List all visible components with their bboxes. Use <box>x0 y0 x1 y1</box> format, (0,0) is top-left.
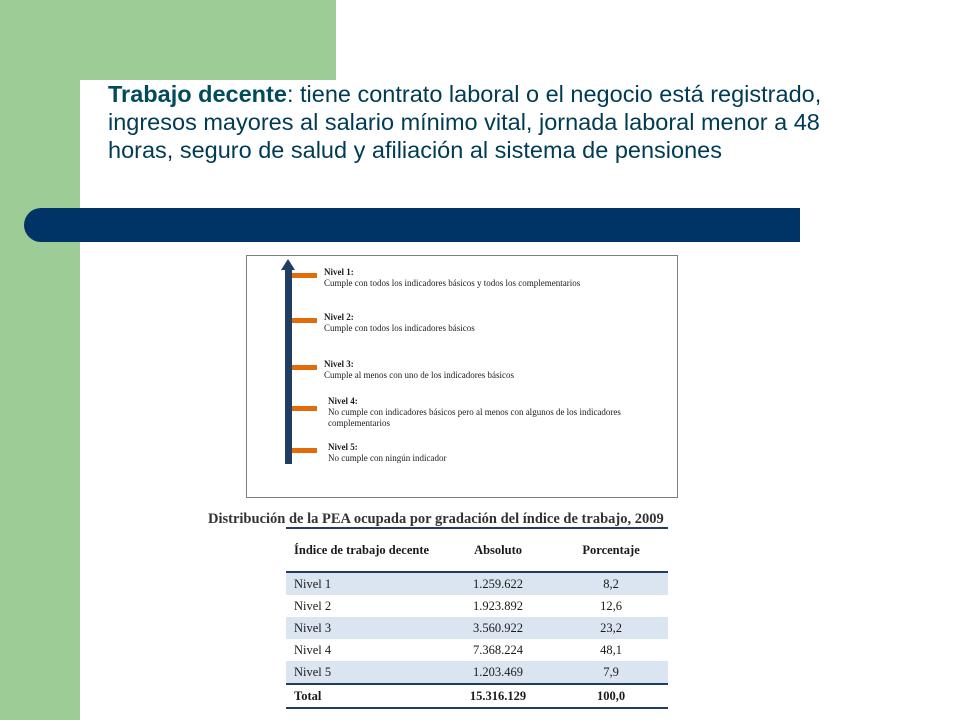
level-title: Nivel 5: <box>328 442 358 452</box>
row-level: Nivel 4 <box>286 639 442 661</box>
column-header-index: Índice de trabajo decente <box>286 528 442 572</box>
level-description: No cumple con ningún indicador <box>328 453 447 463</box>
level-tick <box>292 448 317 453</box>
row-percentage: 23,2 <box>554 617 668 639</box>
row-absolute: 1.259.622 <box>442 572 554 595</box>
total-percentage: 100,0 <box>554 684 668 708</box>
row-level: Nivel 1 <box>286 572 442 595</box>
level-description: Cumple al menos con uno de los indicadores básicos <box>324 370 514 380</box>
heading-text: : tiene contrato laboral o el negocio está registrado, ingresos mayores al salario mínimo vital, jornada laboral menor a 48 horas, seguro de salud y afiliación al sistema de pensiones <box>108 81 822 163</box>
pea-distribution-table <box>286 527 668 709</box>
level-title: Nivel 4: <box>328 396 358 406</box>
level-tick <box>292 273 317 278</box>
row-absolute: 1.203.469 <box>442 661 554 684</box>
table-row <box>286 639 668 661</box>
blue-divider-band <box>24 208 800 242</box>
row-level: Nivel 3 <box>286 617 442 639</box>
row-level: Nivel 2 <box>286 595 442 617</box>
level-tick <box>292 318 317 323</box>
column-header-percentage: Porcentaje <box>554 528 668 572</box>
level-tick <box>292 365 317 370</box>
green-side-bar <box>0 0 80 720</box>
level-title: Nivel 1: <box>324 267 354 277</box>
row-absolute: 1.923.892 <box>442 595 554 617</box>
level-description: No cumple con indicadores básicos pero al menos con algunos de los indicadores complementarios <box>328 407 621 428</box>
row-level: Nivel 5 <box>286 661 442 684</box>
total-absolute: 15.316.129 <box>442 684 554 708</box>
row-percentage: 7,9 <box>554 661 668 684</box>
table-row <box>286 572 668 595</box>
level-title: Nivel 3: <box>324 359 354 369</box>
green-top-block <box>80 0 336 80</box>
heading-bold-term: Trabajo decente <box>108 81 287 107</box>
row-absolute: 7.368.224 <box>442 639 554 661</box>
level-description: Cumple con todos los indicadores básicos <box>324 323 475 333</box>
row-percentage: 48,1 <box>554 639 668 661</box>
levels-diagram <box>246 255 678 498</box>
table-total-row <box>286 684 668 708</box>
table-header-row <box>286 528 668 572</box>
level-tick <box>292 406 317 411</box>
levels-axis <box>285 268 292 464</box>
level-description: Cumple con todos los indicadores básicos y todos los complementarios <box>324 278 581 288</box>
column-header-absolute: Absoluto <box>442 528 554 572</box>
table-row <box>286 617 668 639</box>
level-title: Nivel 2: <box>324 312 354 322</box>
row-absolute: 3.560.922 <box>442 617 554 639</box>
table-row <box>286 661 668 684</box>
row-percentage: 8,2 <box>554 572 668 595</box>
total-label: Total <box>286 684 442 708</box>
row-percentage: 12,6 <box>554 595 668 617</box>
table-row <box>286 595 668 617</box>
table-title: Distribución de la PEA ocupada por gradación del índice de trabajo, 2009 <box>208 511 664 527</box>
slide-heading <box>108 80 888 164</box>
